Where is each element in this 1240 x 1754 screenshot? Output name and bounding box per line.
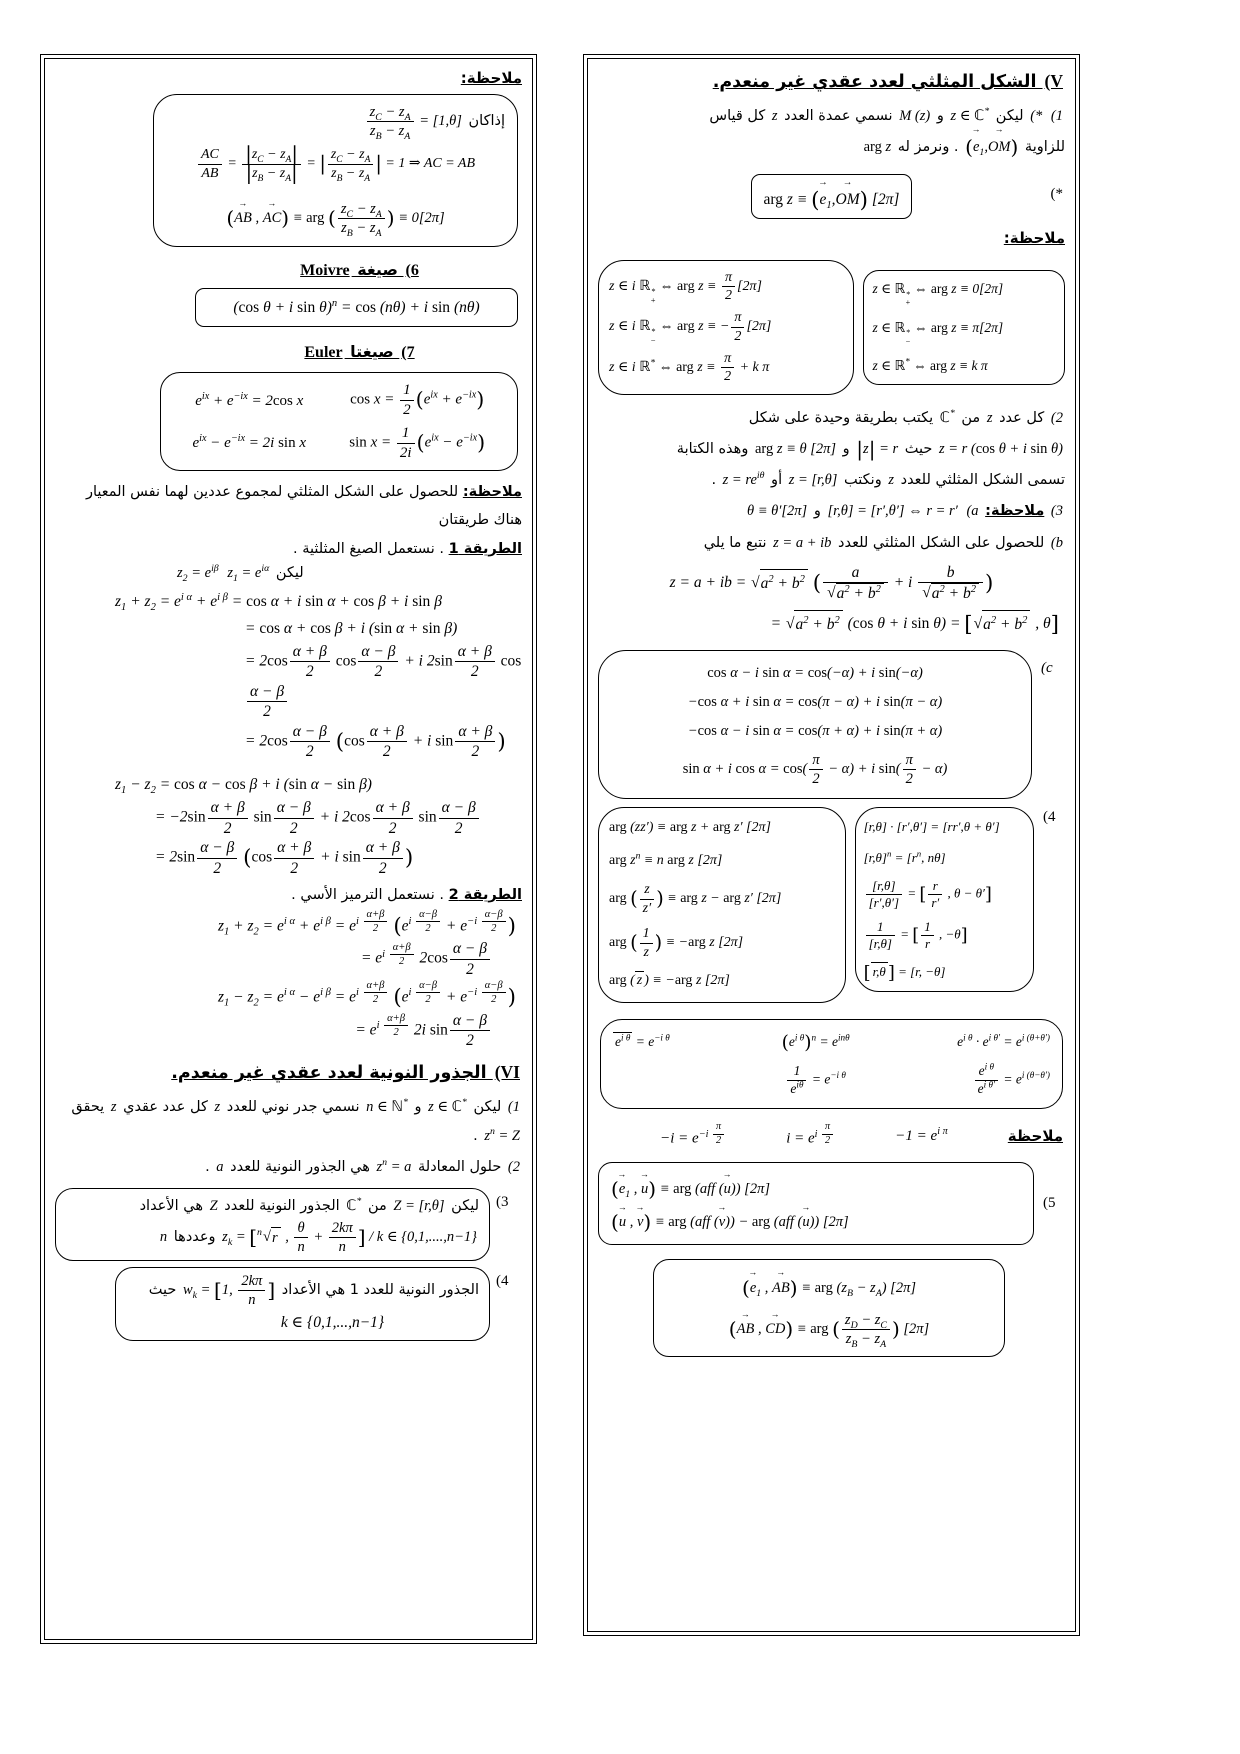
formula-line: $\frac{[r,\theta]}{[r',\theta']}$ = [ $\frac{r}{r'}$ , θ − θ′] — [864, 878, 1025, 912]
method-1-line: الطريقة 1 . نستعمل الصيغ المثلثية . — [292, 540, 522, 557]
formula-line: −cos α − i sin α = cos(π + α) + i sin(π + α) — [687, 723, 943, 740]
derivation-line: = 2cos $\frac{\alpha - \beta}{2}$ (cos $\frac{\alpha + \beta}{2}$ + i sin $\frac{\alpha + \beta}{2}$ ) — [245, 722, 506, 760]
given-line: ليكن $z_1 = e^{i\alpha}$ $z_2 = e^{i\beta}$ — [177, 563, 304, 585]
formula-line: z ∈ ℝ* ⇔ arg z ≡ k π — [872, 356, 988, 374]
section-vi-title: (VI الجذور النونية لعدد عقدي غير منعدم. — [171, 1062, 520, 1084]
formula-cell: $e^{ix} - e^{-ix} = 2i$ sin x — [192, 433, 307, 452]
polar-rules-box — [855, 807, 1034, 992]
moivre-formula-box — [195, 288, 518, 327]
axis-argument-boxes — [598, 260, 1065, 395]
vi-item-4 — [55, 1267, 522, 1341]
formula-line: ليكن Z = [r,θ] من ℂ* الجذور النونية للعدد Z هي الأعداد — [139, 1195, 479, 1214]
vi-item-2: (2 حلول المعادلة $z^n = a$ هي الجذور النونية للعدد a . — [205, 1156, 520, 1175]
formula-cell: 1 $e^{i\theta}$ = $e^{-i \theta}$ — [746, 1063, 885, 1098]
vector-affix-box — [598, 1162, 1034, 1245]
moivre-formula: (cos θ + i sin θ)$^n$ = cos (nθ) + i sin (nθ) — [233, 297, 480, 316]
section-v-title: (V الشكل المثلثي لعدد عقدي غير منعدم. — [712, 71, 1063, 92]
euler-heading: (7 صيغتا Euler — [304, 342, 415, 362]
item-letter: (c — [1041, 659, 1053, 676]
formula-line: (→ AB , → AC) ≡ arg ( $\frac{z_C - z_A}{z_B - z_A}$ ) ≡ 0[2π] — [166, 192, 505, 237]
right-column — [587, 58, 1076, 1632]
left-column-frame — [40, 54, 537, 1644]
vi-item-1: (1 ليكن z ∈ ℂ* و n ∈ ℕ* نسمي جدر نوني للعدد z كل عدد عقدي z يحقق $z^n = Z$ . — [71, 1096, 520, 1144]
formula-cell: $e^{i \theta} \cdot e^{i \theta'} = e^{i (\theta+\theta')}$ — [957, 1032, 1050, 1049]
derivation-line: = $e^{i \frac{\alpha+\beta}{2}}$ 2cos $\frac{\alpha - \beta}{2}$ — [55, 939, 522, 979]
formula-line: (→ $e_1$ , → AB) ≡ arg $(z_B - z_A)$ [2π] — [668, 1268, 990, 1301]
paragraph-2-line: z = r (cos θ + i sin θ) حيث |z| = r و arg z ≡ θ [2π] وهذه الكتابة — [676, 436, 1063, 461]
note-heading: ملاحظة: — [460, 69, 522, 87]
formula-cell: $e^{i \theta} = e^{-i \theta}$ — [615, 1032, 670, 1049]
formula-line: إذاكان $\frac{z_C - z_A}{z_B - z_A}$ = [1,θ] — [166, 103, 505, 140]
derivation-line: $z_1 + z_2 = e^{i \alpha} + e^{i \beta} = \cos \alpha + i$ sin α + cos β + i sin β — [115, 591, 442, 613]
note-3a-line: (3 ملاحظة: (a [r,θ] = [r′,θ′] ⇔ r = r′ و θ ≡ θ′[2π] — [746, 503, 1063, 520]
formula-line: k ∈ {0,1,...,n−1} — [280, 1314, 385, 1332]
item-number: (5 — [1043, 1194, 1056, 1211]
derivation-line: = cos α + cos β + i (sin α + sin β) — [245, 619, 458, 637]
formula-line: arg ( z ) ≡ −arg z [2π] — [609, 973, 730, 989]
formula-line: $\frac{1}{[r,\theta]}$ = [ $\frac{1}{r}$ , −θ] — [864, 919, 1025, 953]
argument-rules-row — [598, 807, 1065, 1003]
method-2-line: الطريقة 2 . نستعمل الترميز الأسي . — [291, 886, 522, 903]
derivation-line: $z_1 + z_2 = e^{i \alpha} + e^{i \beta} = e^{i \frac{\alpha+\beta}{2}}$ ($e^{i \frac{\alpha-\beta}{2}}$ + $e^{-i \frac{\alpha-\beta}{2}}$ ) — [217, 909, 516, 940]
derivation-line: = −2sin $\frac{\alpha + \beta}{2}$ sin $\frac{\alpha - \beta}{2}$ + i 2cos $\frac{\alpha + \beta}{2}$ sin $\frac{\alpha - \beta}{2}$ — [55, 798, 522, 838]
special-values-row — [600, 1121, 1063, 1152]
angle-identities-row — [598, 650, 1065, 799]
formula-line: arg ( $\frac{1}{z}$ ) ≡ −arg z [2π] — [609, 926, 744, 960]
euler-formula-box — [160, 372, 518, 471]
vi-item-3 — [55, 1188, 522, 1261]
moivre-heading: (6 صيغة Moivre — [300, 259, 419, 279]
formula-line: z ∈ ℝ * − ⇔ arg z ≡ π[2π] — [872, 319, 1004, 346]
formula-line: الجذور النونية للعدد 1 هي الأعداد $w_k = [1$, $\frac{2k\pi}{n}$ ] حيث — [148, 1272, 479, 1308]
derivation-line: $z_1 - z_2 = e^{i \alpha} - e^{i \beta} = e^{i \frac{\alpha+\beta}{2}}$ ($e^{i \frac{\alpha-\beta}{2}}$ + $e^{-i \frac{\alpha-\beta}{2}}$ ) — [217, 980, 516, 1011]
formula-line: $[r,\theta]^n = [r^n$, nθ] — [863, 848, 946, 865]
segment-angle-box — [653, 1259, 1005, 1358]
imaginary-axis-box — [598, 260, 854, 395]
left-column — [44, 58, 533, 1640]
note-heading: ملاحظة: — [1003, 228, 1065, 247]
formula-line: [ r,θ ] = [r, −θ] — [863, 962, 946, 984]
special-value: $i = e^{i \frac{\pi}{2}}$ — [786, 1121, 835, 1152]
formula-line: (→ $e_1$ , → u) ≡ arg (aff (→ u)) [2π] — [611, 1171, 1021, 1202]
vector-angle-row — [598, 1162, 1065, 1245]
derivation-line: = 2cos $\frac{\alpha + \beta}{2}$ cos $\frac{\alpha - \beta}{2}$ + i 2sin $\frac{\alpha + \beta}{2}$ cos $\frac{\alpha - \beta}{2}$ — [245, 643, 522, 721]
paragraph-2-line: تسمى الشكل المثلثي للعدد z ونكتب z = [r,θ] أو $z = re^{i\theta}$ . — [711, 470, 1065, 489]
trig-form-derivation: = √ $a^2 + b^2$ (cos θ + i sin θ) = [ √ $a^2 + b^2$ , θ] — [770, 611, 1059, 637]
note-3b-line: (b للحصول على الشكل المثلثي للعدد z = a + ib نتبع ما يلي — [703, 534, 1063, 551]
intro-line: (1 (* ليكن z ∈ ℂ* و M (z) نسمي عمدة العدد z كل قياس — [709, 106, 1063, 125]
formula-line: arg ( $\frac{z}{z'}$ ) ≡ arg z − arg z′ [2π] — [609, 882, 782, 916]
special-value: $-i = e^{-i \frac{\pi}{2}}$ — [660, 1121, 726, 1152]
arg-definition-formula: arg z ≡ (→ $e_1,\to OM$) [2π] — [764, 180, 900, 213]
formula-cell: sin x = $\frac{1}{2i}$ $(e^{ix} - e^{-ix})$ — [349, 424, 486, 461]
formula-cell: $(e^{i \theta})^n = e^{in\theta}$ — [781, 1032, 850, 1054]
formula-line: (→ u , → v) ≡ arg (aff (→ v)) − arg (aff (→ u)) [2π] — [611, 1210, 1021, 1235]
formula-line: arg $z^n \equiv n$ arg z [2π] — [609, 850, 723, 868]
angle-equality-box — [153, 94, 518, 247]
formula-line: arg (zz′) ≡ arg z + arg z′ [2π] — [609, 820, 771, 836]
note-heading: ملاحظة — [1007, 1126, 1063, 1145]
intro-line: للزاوية (→ $e_1,\to OM$) . ونرمز له arg z — [598, 132, 1065, 163]
item-number: (4 — [496, 1272, 509, 1289]
formula-line: $z_k = [^n$ √ r , $\frac{\theta}{n}$ + $\frac{2k\pi}{n}$ ] / k ∈ {0,1,....,n−1} وعددها n — [159, 1219, 477, 1255]
paragraph-2-line: (2 كل عدد z من ℂ* يكتب بطريقة وحيدة على شكل — [748, 408, 1063, 426]
item-number: (4 — [1043, 809, 1056, 826]
derivation-line: $z_1 - z_2 = \cos \alpha - \cos \beta + i$ (sin α − sin β) — [115, 776, 372, 797]
formula-cell: cos x = $\frac{1}{2}$ $(e^{ix} + e^{-ix})$ — [350, 382, 485, 419]
formula-line: −cos α + i sin α = cos(π − α) + i sin(π − α) — [687, 694, 943, 711]
angle-identities-box — [598, 650, 1032, 799]
right-column-frame — [583, 54, 1080, 1636]
roots-of-unity-box — [115, 1267, 490, 1341]
formula-line: (→ AB , → CD) ≡ arg ( $\frac{z_D - z_C}{z_B - z_A}$ ) [2π] — [668, 1311, 990, 1348]
arg-definition-row — [598, 174, 1065, 219]
formula-line: z ∈ ℝ * + ⇔ arg z ≡ 0[2π] — [872, 280, 1004, 308]
footnote-mark: (* — [1050, 185, 1063, 202]
formula-cell: $\frac{e^{i \theta}}{e^{i \theta'}}$ = $e^{i (\theta-\theta')}$ — [885, 1063, 1050, 1098]
note-paragraph: ملاحظة: للحصول على الشكل المثلثي لمجموع عددين لهما نفس المعيار هناك طريقتان — [85, 484, 522, 528]
arg-rules-box — [598, 807, 846, 1003]
formula-line: sin α + i cos α = cos( $\frac{\pi}{2}$ − α) + i sin( $\frac{\pi}{2}$ − α) — [682, 751, 948, 787]
formula-line: z ∈ i ℝ* ⇔ arg z ≡ $\frac{\pi}{2}$ + k π — [609, 350, 770, 385]
nth-roots-box — [55, 1188, 490, 1261]
derivation-line: = $e^{i \frac{\alpha+\beta}{2}}$ 2i sin $\frac{\alpha - \beta}{2}$ — [55, 1011, 522, 1051]
formula-line: z ∈ i ℝ * − ⇔ arg z ≡ − $\frac{\pi}{2}$ [2π] — [609, 310, 772, 346]
formula-line: [r,θ] · [r′,θ′] = [rr′,θ + θ′] — [863, 819, 1000, 835]
trig-form-derivation: z = a + ib = √ $a^2 + b^2$ ( a √ $a^2 + b^2$ + i b √ $a^2 + b^2$ ) — [669, 563, 994, 603]
item-number: (3 — [496, 1193, 509, 1210]
formula-line: z ∈ i ℝ * + ⇔ arg z ≡ $\frac{\pi}{2}$ [2π] — [609, 269, 762, 305]
formula-line: cos α − i sin α = cos(−α) + i sin(−α) — [707, 664, 923, 681]
formula-line: $\frac{AC}{AB}$ = $\frac{|z_C - z_A|}{|z_B - z_A|}$ = | $\frac{z_C - z_A}{z_B - z_A}$ | = 1 ⇒ AC = AB — [166, 146, 505, 182]
arg-definition-box — [751, 174, 913, 219]
real-axis-box — [863, 270, 1065, 385]
special-value: $-1 = e^{i \pi}$ — [895, 1126, 948, 1145]
exponential-rules-box — [600, 1019, 1063, 1109]
derivation-line: = 2sin $\frac{\alpha - \beta}{2}$ (cos $\frac{\alpha + \beta}{2}$ + i sin $\frac{\alpha + \beta}{2}$ ) — [155, 839, 414, 877]
formula-cell: $e^{ix} + e^{-ix} = 2\cos$ x — [195, 390, 304, 409]
